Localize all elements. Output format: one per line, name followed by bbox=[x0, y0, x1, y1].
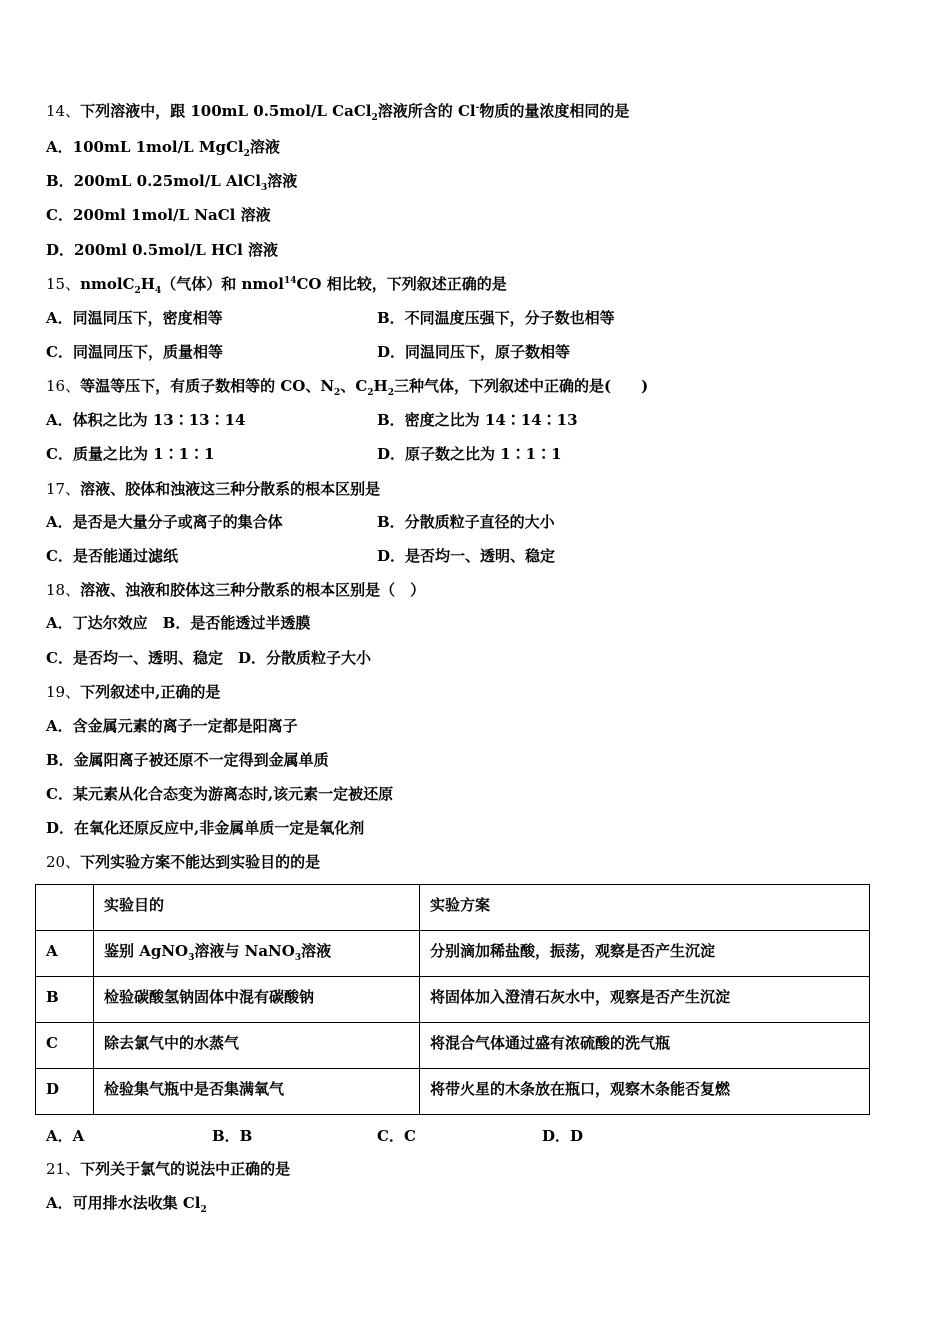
q17-option-c: C．是否能通过滤纸 bbox=[46, 547, 178, 565]
q15-option-d: D．同温同压下，原子数相等 bbox=[377, 343, 571, 361]
row-label: B bbox=[36, 977, 94, 1023]
q15-option-a: A．同温同压下，密度相等 bbox=[46, 309, 223, 327]
table-header-cell bbox=[36, 885, 94, 931]
table-row bbox=[36, 1023, 870, 1069]
row-purpose: 检验集气瓶中是否集满氧气 bbox=[94, 1069, 420, 1115]
q20-stem: 20、下列实验方案不能达到实验目的的是 bbox=[46, 853, 321, 871]
q14-option-a: A．100mL 1mol/L MgCl$_2$溶液 bbox=[46, 138, 280, 159]
q14-stem: 14、下列溶液中，跟 100mL 0.5mol/L CaCl$_2$溶液所含的 Cl-物质的量浓度相同的是 bbox=[46, 102, 630, 123]
row-purpose: 鉴别 AgNO$_3$溶液与 NaNO$_3$溶液 bbox=[94, 931, 420, 977]
row-method: 将固体加入澄清石灰水中，观察是否产生沉淀 bbox=[420, 977, 870, 1023]
q17-option-a: A．是否是大量分子或离子的集合体 bbox=[46, 513, 283, 531]
q16-option-a: A．体积之比为 13∶13∶14 bbox=[46, 411, 246, 429]
q20-option-c: C．C bbox=[377, 1127, 416, 1145]
q18-options-ab: A．丁达尔效应 B．是否能透过半透膜 bbox=[46, 614, 311, 632]
row-label: A bbox=[36, 931, 94, 977]
row-method: 分别滴加稀盐酸，振荡，观察是否产生沉淀 bbox=[420, 931, 870, 977]
q19-option-a: A．含金属元素的离子一定都是阳离子 bbox=[46, 717, 298, 735]
row-method: 将带火星的木条放在瓶口，观察木条能否复燃 bbox=[420, 1069, 870, 1115]
q17-stem: 17、溶液、胶体和浊液这三种分散系的根本区别是 bbox=[46, 480, 381, 498]
q20-option-a: A．A bbox=[46, 1127, 85, 1145]
table-row bbox=[36, 931, 870, 977]
table-row bbox=[36, 1069, 870, 1115]
q21-option-a: A．可用排水法收集 $Cl_2$ bbox=[46, 1194, 207, 1215]
q14-option-d: D．200ml 0.5mol/L HCl 溶液 bbox=[46, 241, 279, 259]
q15-option-b: B．不同温度压强下，分子数也相等 bbox=[377, 309, 615, 327]
table-header-cell: 实验方案 bbox=[420, 885, 870, 931]
q17-option-d: D．是否均一、透明、稳定 bbox=[377, 547, 556, 565]
q19-option-c: C．某元素从化合态变为游离态时,该元素一定被还原 bbox=[46, 785, 394, 803]
q15-stem: 15、$nmolC_2H_4$（气体）和 nmol$^{14}$CO 相比较，下列叙述正确的是 bbox=[46, 275, 507, 296]
q19-option-d: D．在氧化还原反应中,非金属单质一定是氧化剂 bbox=[46, 819, 365, 837]
q17-option-b: B．分散质粒子直径的大小 bbox=[377, 513, 555, 531]
row-label: D bbox=[36, 1069, 94, 1115]
table-row bbox=[36, 977, 870, 1023]
q18-options-cd: C．是否均一、透明、稳定 D．分散质粒子大小 bbox=[46, 649, 371, 667]
q20-option-d: D．D bbox=[542, 1127, 584, 1145]
table-header-cell: 实验目的 bbox=[94, 885, 420, 931]
q14-option-b: B．200mL 0.25mol/L AlCl$_3$溶液 bbox=[46, 172, 298, 193]
q16-stem: 16、等温等压下，有质子数相等的 CO、$N_2$、$C_2H_2$三种气体，下列叙述中正确的是( ) bbox=[46, 377, 649, 398]
row-method: 将混合气体通过盛有浓硫酸的洗气瓶 bbox=[420, 1023, 870, 1069]
q19-option-b: B．金属阳离子被还原不一定得到金属单质 bbox=[46, 751, 329, 769]
q19-stem: 19、下列叙述中,正确的是 bbox=[46, 683, 221, 701]
row-purpose: 检验碳酸氢钠固体中混有碳酸钠 bbox=[94, 977, 420, 1023]
row-purpose: 除去氯气中的水蒸气 bbox=[94, 1023, 420, 1069]
q18-stem: 18、溶液、浊液和胶体这三种分散系的根本区别是（ ） bbox=[46, 581, 426, 599]
q21-stem: 21、下列关于氯气的说法中正确的是 bbox=[46, 1160, 291, 1178]
row-label: C bbox=[36, 1023, 94, 1069]
q20-option-b: B．B bbox=[212, 1127, 253, 1145]
q16-option-d: D．原子数之比为 1∶1∶1 bbox=[377, 445, 562, 463]
q14-option-c: C．200ml 1mol/L NaCl 溶液 bbox=[46, 206, 271, 224]
q15-option-c: C．同温同压下，质量相等 bbox=[46, 343, 223, 361]
experiment-table bbox=[35, 884, 870, 1115]
q16-option-b: B．密度之比为 14∶14∶13 bbox=[377, 411, 578, 429]
q16-option-c: C．质量之比为 1∶1∶1 bbox=[46, 445, 215, 463]
table-header-row bbox=[36, 885, 870, 931]
